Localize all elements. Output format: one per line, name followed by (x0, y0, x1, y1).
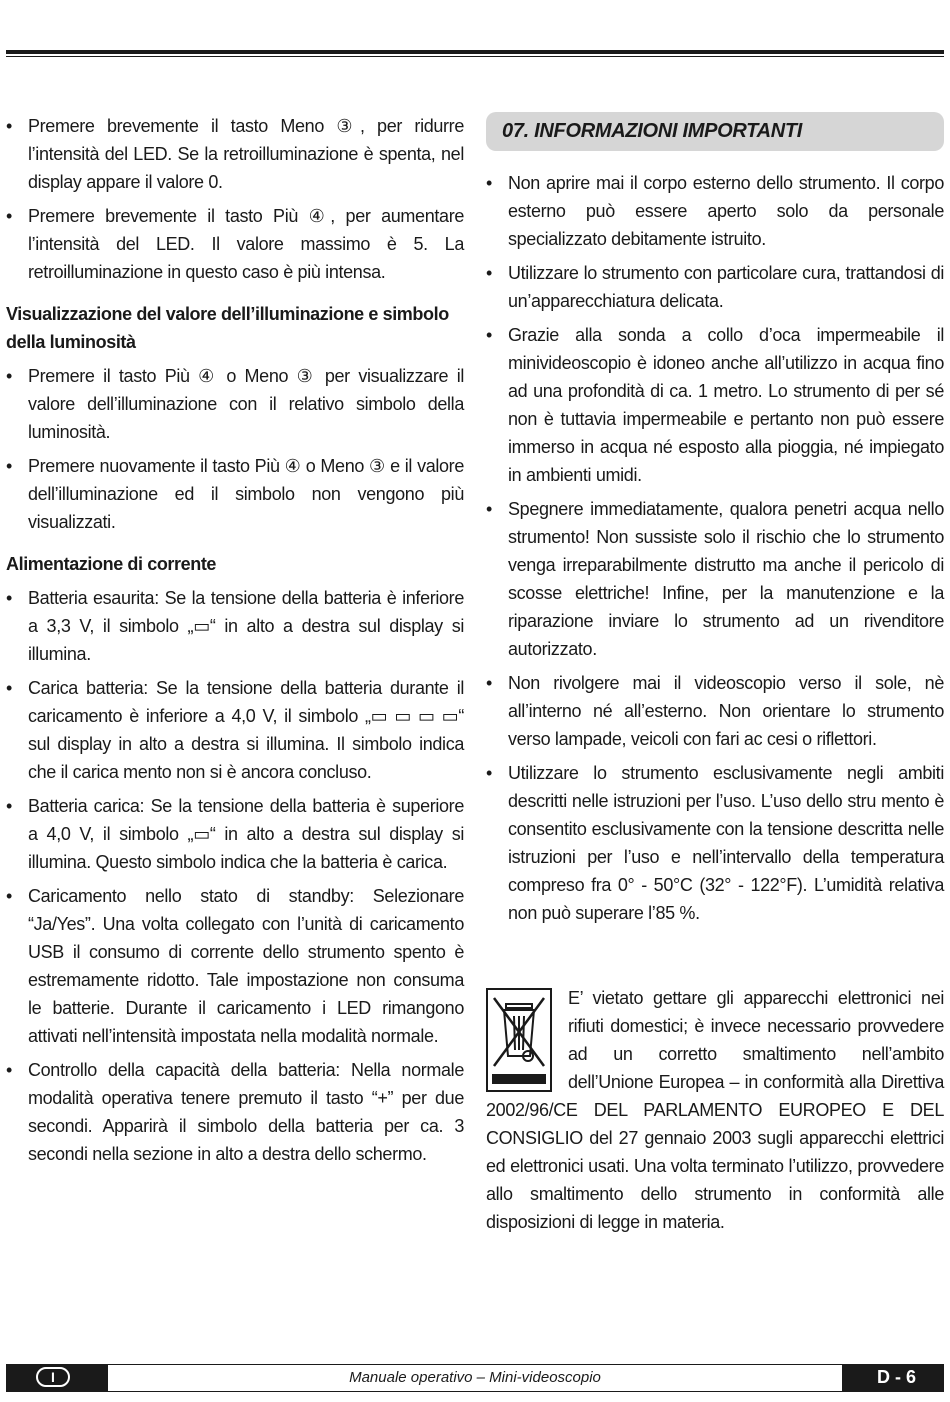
list-item: • Spegnere immediatamente, qualora penetri acqua nello strumento! Non sussiste solo il rischio che lo strumento venga irreparabilmente distrutto ma anche il pericolo di scosse elettriche! Infine, per la manutenzione e la riparazione inviare lo strumento ad un rivenditore autorizzato. (486, 495, 944, 663)
section-heading-illumination: Visualizzazione del valore dell’illuminazione e simbolo della luminosità (6, 304, 449, 352)
header-rule-thin (6, 56, 944, 57)
left-column (6, 112, 464, 1174)
disposal-text: E’ vietato gettare gli apparecchi elettronici nei rifiuti domestici; è invece necessario provvedere ad un corretto smaltimento nell’ambito dell’Unione Europea – in conformità alla Direttiva 2002/96/CE DEL PARLAMENTO EUROPEO E DEL CONSIGLIO del 27 gennaio 2003 sugli apparecchi elettrici ed elettronici usati. Una volta terminato l’utilizzo, provvedere allo smaltimento dello strumento in conformità alle disposizioni di legge in materia. (486, 988, 944, 1232)
list-item: • Premere brevemente il tasto Meno ③, per ridurre l’intensità del LED. Se la retroilluminazione è spenta, nel display appare il valore 0. (6, 112, 464, 196)
power-bullet-list (6, 584, 464, 1168)
list-item: • Non aprire mai il corpo esterno dello strumento. Il corpo esterno può essere aperto solo da personale specializzato debitamente istruito. (486, 169, 944, 253)
list-item: • Utilizzare lo strumento esclusivamente negli ambiti descritti nelle istruzioni per l’uso. L’uso dello stru mento è consentito esclusivamente con la tensione descritta nelle istruzioni per l’uso e nell’intervallo della temperatura compreso fra 0° - 50°C (32° - 122°F). L’umidità relativa non può superare l’85 %. (486, 759, 944, 927)
list-item: • Carica batteria: Se la tensione della batteria durante il caricamento è inferiore a 4,0 V, il simbolo „▭ ▭ ▭ ▭“ sul display in alto a destra si illumina. Il simbolo indica che il carica mento non si è ancora concluso. (6, 674, 464, 786)
page-number: D - 6 (876, 1367, 916, 1387)
footer-title: Manuale operativo – Mini-videoscopio (349, 1369, 601, 1386)
list-item: • Premere il tasto Più ④ o Meno ③ per visualizzare il valore dell’illuminazione con il relativo simbolo della luminosità. (6, 362, 464, 446)
list-item: • Utilizzare lo strumento con particolare cura, trattandosi di un’apparecchiatura delicata. (486, 259, 944, 315)
list-item: • Grazie alla sonda a collo d’oca impermeabile il minivideoscopio è idoneo anche all’utilizzo in acqua fino ad una profondità di ca. 1 metro. Lo strumento di per sé non è tuttavia impermeabile e pertanto non può essere immerso in acqua né esposto alla pioggia, né impiegato in ambienti umidi. (486, 321, 944, 489)
section-title-banner: 07. INFORMAZIONI IMPORTANTI (486, 112, 944, 151)
section-heading-power: Alimentazione di corrente (6, 554, 217, 574)
important-info-list (486, 169, 944, 927)
weee-crossed-bin-icon (486, 988, 552, 1092)
language-badge: I (36, 1367, 70, 1387)
list-item: • Controllo della capacità della batteria: Nella normale modalità operativa tenere premuto il tasto “+” per due secondi. Apparirà il simbolo della batteria per ca. 3 secondi nella sezione in alto a destra dello schermo. (6, 1056, 464, 1168)
list-item: • Premere nuovamente il tasto Più ④ o Meno ③ e il valore dell’illuminazione ed il simbolo non vengono più visualizzati. (6, 452, 464, 536)
intro-bullet-list (6, 112, 464, 286)
footer-center (108, 1364, 842, 1392)
list-item: • Batteria esaurita: Se la tensione della batteria è inferiore a 3,3 V, il simbolo „▭“ in alto a destra sul display si illumina. (6, 584, 464, 668)
disposal-notice (486, 984, 944, 1236)
list-item: • Non rivolgere mai il videoscopio verso il sole, nè all’interno né all’esterno. Non orientare lo strumento verso lampade, veicoli con fari ac cesi o riflettori. (486, 669, 944, 753)
page-footer (6, 1364, 944, 1392)
list-item: • Premere brevemente il tasto Più ④, per aumentare l’intensità del LED. Il valore massimo è 5. La retroilluminazione in questo caso è più intensa. (6, 202, 464, 286)
header-rule (6, 50, 944, 54)
list-item: • Batteria carica: Se la tensione della batteria è superiore a 4,0 V, il simbolo „▭“ in alto a destra sul display si illumina. Questo simbolo indica che la batteria è carica. (6, 792, 464, 876)
illumination-bullet-list (6, 362, 464, 536)
right-column (486, 112, 944, 933)
list-item: • Caricamento nello stato di standby: Selezionare “Ja/Yes”. Una volta collegato con l’unità di caricamento USB il consumo di corrente dello strumento spento è estremamente ridotto. Tale impostazione non consuma le batterie. Durante il caricamento i LED rimangono attivati nell’intensità impostata nella modalità normale. (6, 882, 464, 1050)
